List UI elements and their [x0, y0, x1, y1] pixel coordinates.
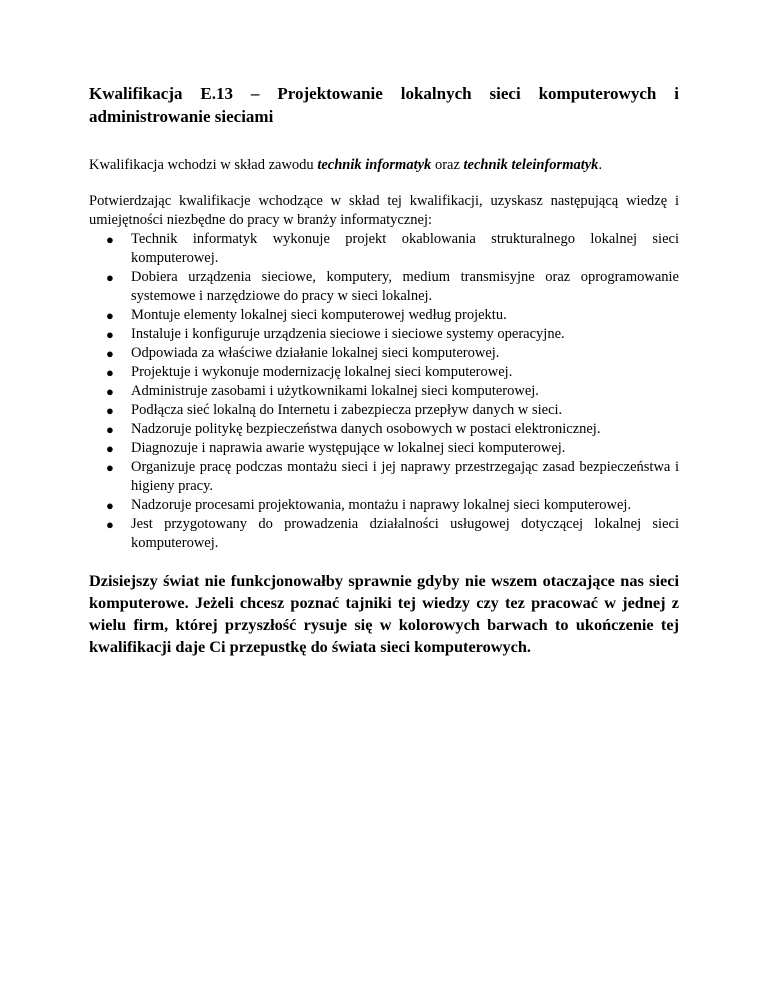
competence-text: Technik informatyk wykonuje projekt okablowania strukturalnego lokalnej sieci komputerowej.: [131, 231, 679, 266]
bullet-icon: ●: [106, 327, 114, 342]
competence-item: [89, 420, 679, 439]
intro-suffix: .: [598, 157, 603, 173]
bullet-icon: ●: [106, 384, 114, 399]
competence-text: Dobiera urządzenia sieciowe, komputery, medium transmisyjne oraz oprogramowanie systemowe i narzędziowe do pracy w sieci lokalnej.: [131, 269, 679, 304]
bullet-icon: ●: [106, 365, 114, 380]
intro-prefix: Kwalifikacja wchodzi w skład zawodu: [89, 157, 318, 173]
competence-text: Odpowiada za właściwe działanie lokalnej sieci komputerowej.: [131, 345, 500, 361]
competence-text: Jest przygotowany do prowadzenia działalności usługowej dotyczącej lokalnej sieci komputerowej.: [131, 516, 679, 551]
bullet-icon: ●: [106, 441, 114, 456]
competence-text: Nadzoruje politykę bezpieczeństwa danych osobowych w postaci elektronicznej.: [131, 421, 601, 437]
competence-item: [89, 363, 679, 382]
lead-paragraph: Potwierdzając kwalifikacje wchodzące w skład tej kwalifikacji, uzyskasz następującą wiedzę i umiejętności niezbędne do pracy w branży informatycznej:: [89, 193, 679, 228]
competence-text: Administruje zasobami i użytkownikami lokalnej sieci komputerowej.: [131, 383, 539, 399]
competence-item: [89, 458, 679, 496]
competence-item: [89, 382, 679, 401]
competence-item: [89, 344, 679, 363]
competence-text: Instaluje i konfiguruje urządzenia sieciowe i sieciowe systemy operacyjne.: [131, 326, 565, 342]
profession-technik-informatyk: technik informatyk: [317, 157, 432, 173]
bullet-icon: ●: [106, 308, 114, 323]
competence-text: Podłącza sieć lokalną do Internetu i zabezpiecza przepływ danych w sieci.: [131, 402, 563, 418]
document-title: Kwalifikacja E.13 – Projektowanie lokalnych sieci komputerowych i administrowanie sieciami: [89, 84, 679, 126]
competence-text: Diagnozuje i naprawia awarie występujące w lokalnej sieci komputerowej.: [131, 440, 566, 456]
competence-text: Nadzoruje procesami projektowania, montażu i naprawy lokalnej sieci komputerowej.: [131, 497, 632, 513]
bullet-icon: ●: [106, 232, 114, 247]
competence-item: [89, 268, 679, 306]
competence-text: Montuje elementy lokalnej sieci komputerowej według projektu.: [131, 307, 507, 323]
bullet-icon: ●: [106, 498, 114, 513]
bullet-icon: ●: [106, 403, 114, 418]
bullet-icon: ●: [106, 270, 114, 285]
bullet-icon: ●: [106, 517, 114, 532]
competence-item: [89, 325, 679, 344]
profession-technik-teleinformatyk: technik teleinformatyk: [463, 157, 599, 173]
competence-item: [89, 496, 679, 515]
intro-middle: oraz: [431, 157, 464, 173]
intro-paragraph: [89, 155, 679, 175]
competence-item: [89, 230, 679, 268]
closing-paragraph: Dzisiejszy świat nie funkcjonowałby sprawnie gdyby nie wszem otaczające nas sieci komputerowe. Jeżeli chcesz poznać tajniki tej wiedzy czy tez pracować w jednej z wielu firm, której przyszłość rysuje się w kolorowych barwach to ukończenie tej kwalifikacji daje Ci przepustkę do świata sieci komputerowych.: [89, 571, 679, 656]
bullet-icon: ●: [106, 422, 114, 437]
competence-item: [89, 515, 679, 553]
competences-list: [89, 230, 679, 553]
bullet-icon: ●: [106, 346, 114, 361]
competence-item: [89, 401, 679, 420]
competence-item: [89, 306, 679, 325]
competence-text: Projektuje i wykonuje modernizację lokalnej sieci komputerowej.: [131, 364, 513, 380]
competence-item: [89, 439, 679, 458]
document-page: [89, 82, 679, 674]
bullet-icon: ●: [106, 460, 114, 475]
competence-text: Organizuje pracę podczas montażu sieci i jej naprawy przestrzegając zasad bezpieczeństwa i higieny pracy.: [131, 459, 679, 494]
